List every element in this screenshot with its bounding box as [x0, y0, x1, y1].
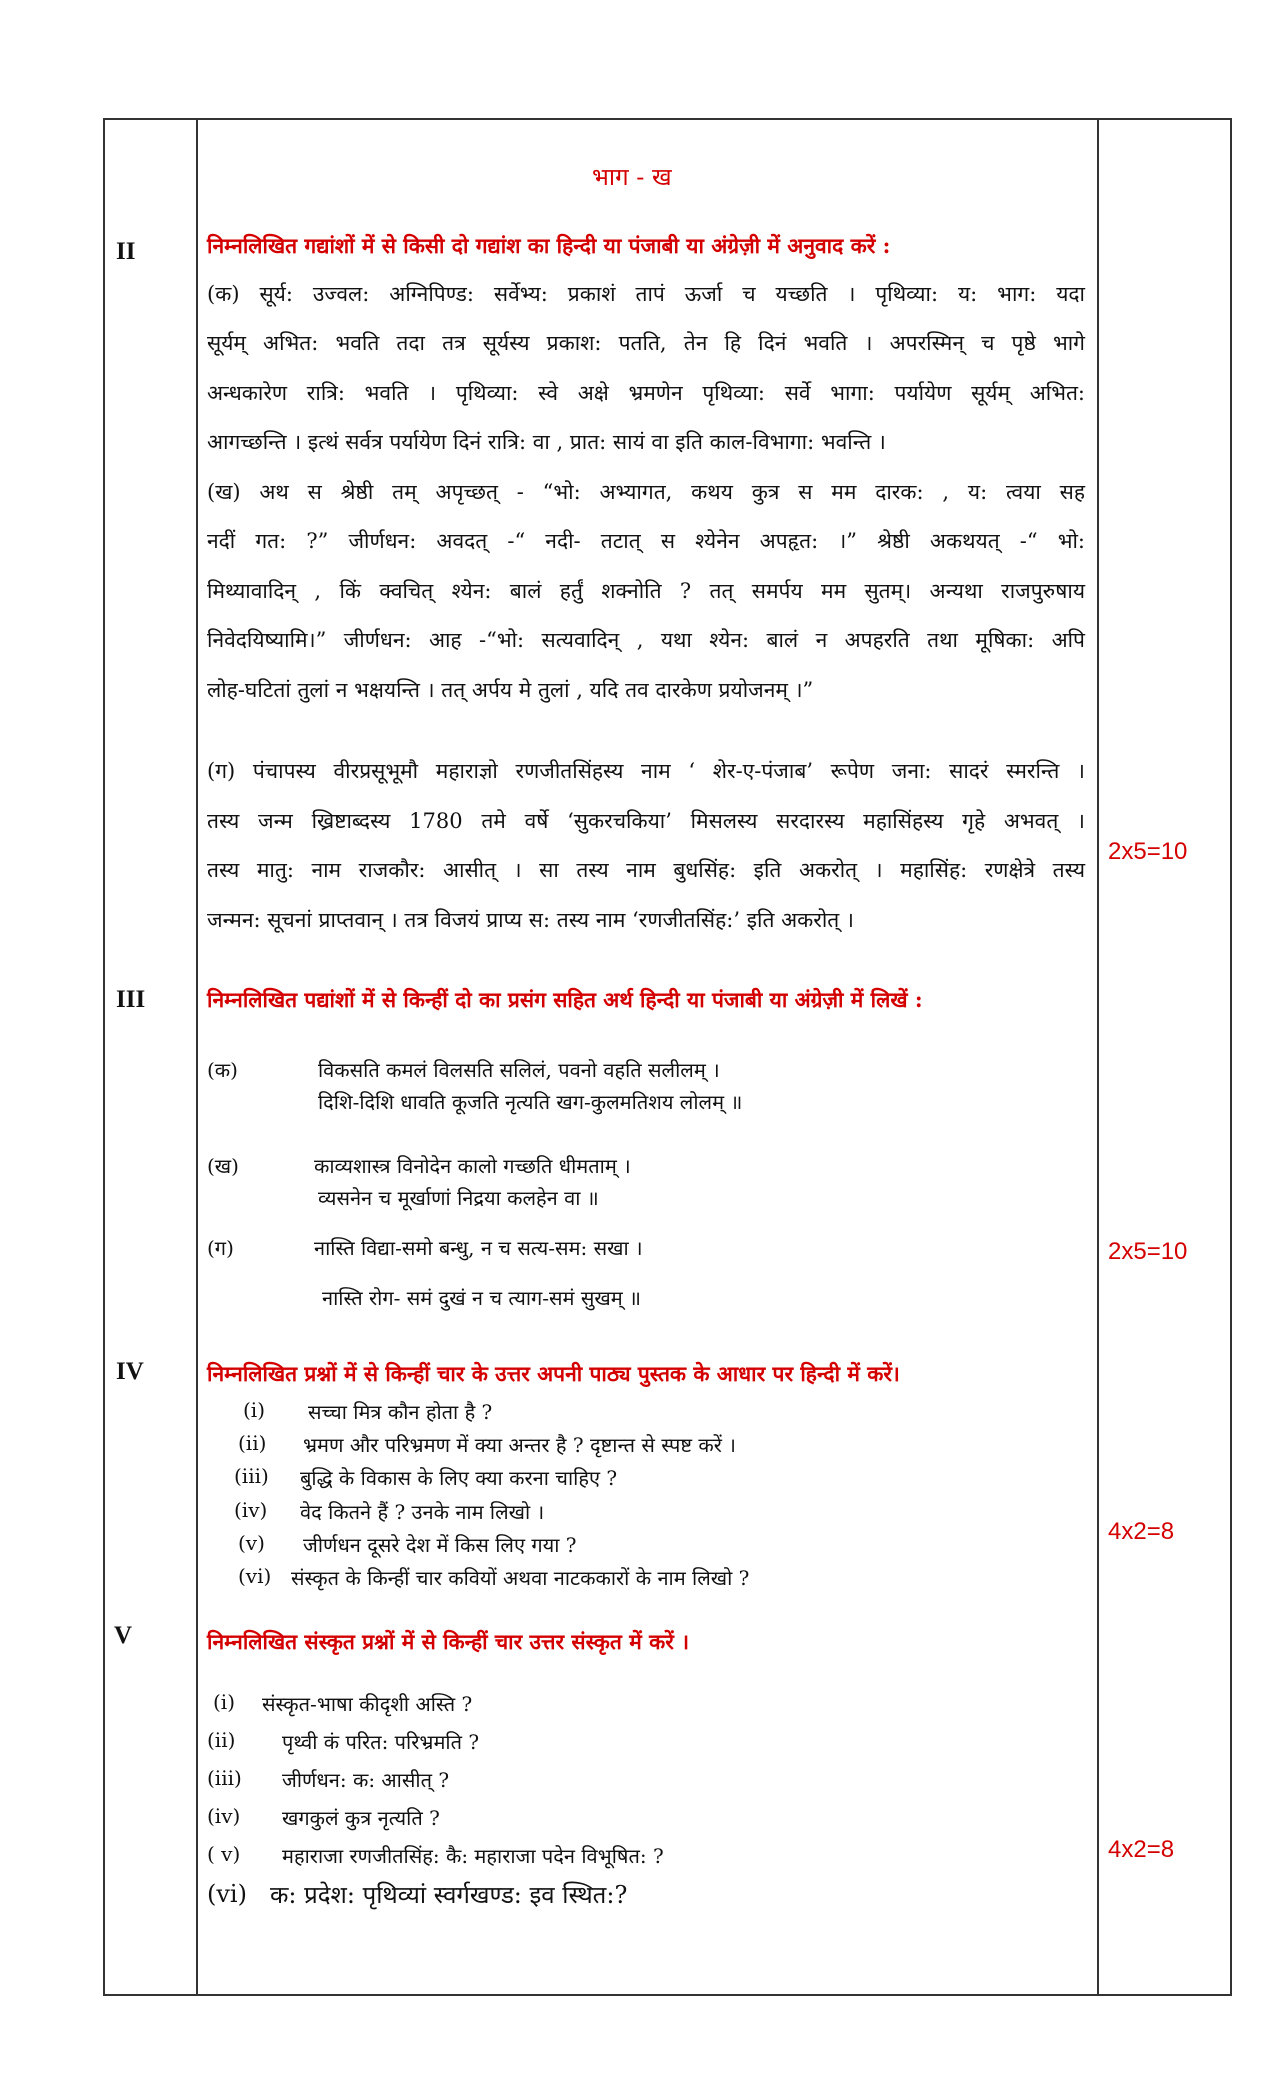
item-label: (iv)	[207, 1804, 241, 1828]
verse-line: व्यसनेन च मूर्खाणां निद्रया कलहेन वा ॥	[318, 1186, 599, 1210]
item-label: (ii)	[238, 1431, 267, 1455]
verse-line: दिशि-दिशि धावति कूजति नृत्यति खग-कुलमतिशय लोलम् ॥	[318, 1090, 743, 1114]
item-label: (v)	[238, 1531, 265, 1555]
passage-line: (ग) पंचापस्य वीरप्रसूभूमौ महाराज्ञो रणजीतसिंहस्य नाम ‘ शेर-ए-पंजाब’ रूपेण जना: सादरं स्मरन्ति ।	[207, 759, 1085, 783]
question-number-v: V	[114, 1622, 133, 1649]
passage-line: तस्य जन्म ख्रिष्टाब्दस्य 1780 तमे वर्षे ‘सुकरचकिया’ मिसलस्य सरदारस्य महासिंहस्य गृहे अभवत् ।	[207, 809, 1085, 833]
question-ii-heading: निम्नलिखित गद्यांशों में से किसी दो गद्यांश का हिन्दी या पंजाबी या अंग्रेज़ी में अनुवाद करें :	[207, 233, 891, 258]
question-number-iv: IV	[116, 1358, 144, 1385]
item-label: (i)	[243, 1398, 266, 1422]
marks-v: 4x2=8	[1108, 1836, 1175, 1863]
passage-line: (ख) अथ स श्रेष्ठी तम् अपृच्छत् - “भो: अभ्यागत, कथय कुत्र स मम दारक: , य: त्वया सह	[207, 480, 1085, 504]
marks-iii: 2x5=10	[1108, 1238, 1188, 1265]
passage-line: निवेदयिष्यामि।” जीर्णधन: आह -“भो: सत्यवादिन् , यथा श्येन: बालं न अपहरति तथा मूषिका: अपि	[207, 628, 1085, 652]
item-text: खगकुलं कुत्र नृत्यति ?	[282, 1806, 440, 1830]
item-text: संस्कृत के किन्हीं चार कवियों अथवा नाटककारों के नाम लिखो ?	[291, 1566, 750, 1590]
question-iii-heading: निम्नलिखित पद्यांशों में से किन्हीं दो का प्रसंग सहित अर्थ हिन्दी या पंजाबी या अंग्रेज़ी में लिखें :	[207, 987, 923, 1012]
item-text: भ्रमण और परिभ्रमण में क्या अन्तर है ? दृष्टान्त से स्पष्ट करें ।	[303, 1433, 736, 1457]
question-v-heading: निम्नलिखित संस्कृत प्रश्नों में से किन्हीं चार उत्तर संस्कृत में करें ।	[207, 1629, 690, 1654]
question-number-ii: II	[116, 238, 136, 265]
verse-label: (ख)	[207, 1154, 239, 1178]
verse-label: (ग)	[207, 1236, 234, 1260]
passage-line: लोह-घटितां तुलां न भक्षयन्ति । तत् अर्पय मे तुलां , यदि तव दारकेण प्रयोजनम् ।”	[207, 678, 814, 702]
item-text: सच्चा मित्र कौन होता है ?	[308, 1400, 493, 1424]
passage-line: नदीं गत: ?” जीर्णधन: अवदत् -“ नदी- तटात् स श्येनेन अपहृत: ।” श्रेष्ठी अकथयत् -“ भो:	[207, 529, 1085, 553]
question-number-iii: III	[116, 986, 146, 1013]
item-label: (iii)	[234, 1464, 269, 1488]
item-text: महाराजा रणजीतसिंह: कै: महाराजा पदेन विभूषित: ?	[282, 1844, 664, 1868]
item-text: बुद्धि के विकास के लिए क्या करना चाहिए ?	[300, 1466, 618, 1490]
verse-label: (क)	[207, 1058, 238, 1082]
item-label: (i)	[213, 1690, 236, 1714]
item-text: संस्कृत-भाषा कीदृशी अस्ति ?	[262, 1692, 473, 1716]
verse-line: काव्यशास्त्र विनोदेन कालो गच्छति धीमताम् ।	[314, 1154, 631, 1178]
item-label: (iii)	[207, 1766, 242, 1790]
question-iv-heading: निम्नलिखित प्रश्नों में से किन्हीं चार के उत्तर अपनी पाठ्य पुस्तक के आधार पर हिन्दी में करें।	[207, 1361, 900, 1386]
passage-line: अन्धकारेण रात्रि: भवति । पृथिव्या: स्वे अक्षे भ्रमणेन पृथिव्या: सर्वे भागा: पर्यायेण सूर्यम् अभित:	[207, 381, 1085, 405]
item-label: (ii)	[207, 1728, 236, 1752]
item-text: वेद कितने हैं ? उनके नाम लिखो ।	[300, 1500, 545, 1524]
passage-line: (क) सूर्य: उज्वल: अग्निपिण्ड: सर्वेभ्य: प्रकाशं तापं ऊर्जा च यच्छति । पृथिव्या: य: भाग: यदा	[207, 282, 1085, 306]
passage-line: आगच्छन्ति । इत्थं सर्वत्र पर्यायेण दिनं रात्रि: वा , प्रात: सायं वा इति काल-विभागा: भवन्ति ।	[207, 430, 886, 454]
item-text: क: प्रदेश: पृथिव्यां स्वर्गखण्ड: इव स्थित:?	[270, 1881, 628, 1909]
item-text: पृथ्वी कं परित: परिभ्रमति ?	[282, 1730, 480, 1754]
item-label: (vi)	[238, 1564, 272, 1588]
marks-iv: 4x2=8	[1108, 1518, 1175, 1545]
column-divider-right	[1097, 118, 1099, 1996]
passage-line: सूर्यम् अभित: भवति तदा तत्र सूर्यस्य प्रकाश: पतति, तेन हि दिनं भवति । अपरस्मिन् च पृष्ठे भागे	[207, 331, 1085, 355]
verse-line: विकसति कमलं विलसति सलिलं, पवनो वहति सलीलम् ।	[318, 1058, 720, 1082]
item-label: ( v)	[207, 1842, 241, 1866]
verse-line: नास्ति विद्या-समो बन्धु, न च सत्य-सम: सखा ।	[314, 1236, 643, 1260]
item-label: (iv)	[234, 1498, 268, 1522]
verse-line: नास्ति रोग- समं दुखं न च त्याग-समं सुखम् ॥	[322, 1286, 642, 1310]
section-title: भाग - ख	[592, 163, 672, 191]
marks-ii: 2x5=10	[1108, 838, 1188, 865]
passage-line: जन्मन: सूचनां प्राप्तवान् । तत्र विजयं प्राप्य स: तस्य नाम ‘रणजीतसिंह:’ इति अकरोत् ।	[207, 908, 854, 932]
passage-line: मिथ्यावादिन् , किं क्वचित् श्येन: बालं हर्तुं शक्नोति ? तत् समर्पय मम सुतम्। अन्यथा राजपुरुषाय	[207, 579, 1085, 603]
passage-line: तस्य मातु: नाम राजकौर: आसीत् । सा तस्य नाम बुधसिंह: इति अकरोत् । महासिंह: रणक्षेत्रे तस्य	[207, 858, 1085, 882]
item-text: जीर्णधन दूसरे देश में किस लिए गया ?	[303, 1533, 577, 1557]
item-text: जीर्णधन: क: आसीत् ?	[282, 1768, 450, 1792]
item-label: (vi)	[207, 1880, 247, 1908]
column-divider-left	[196, 118, 198, 1996]
